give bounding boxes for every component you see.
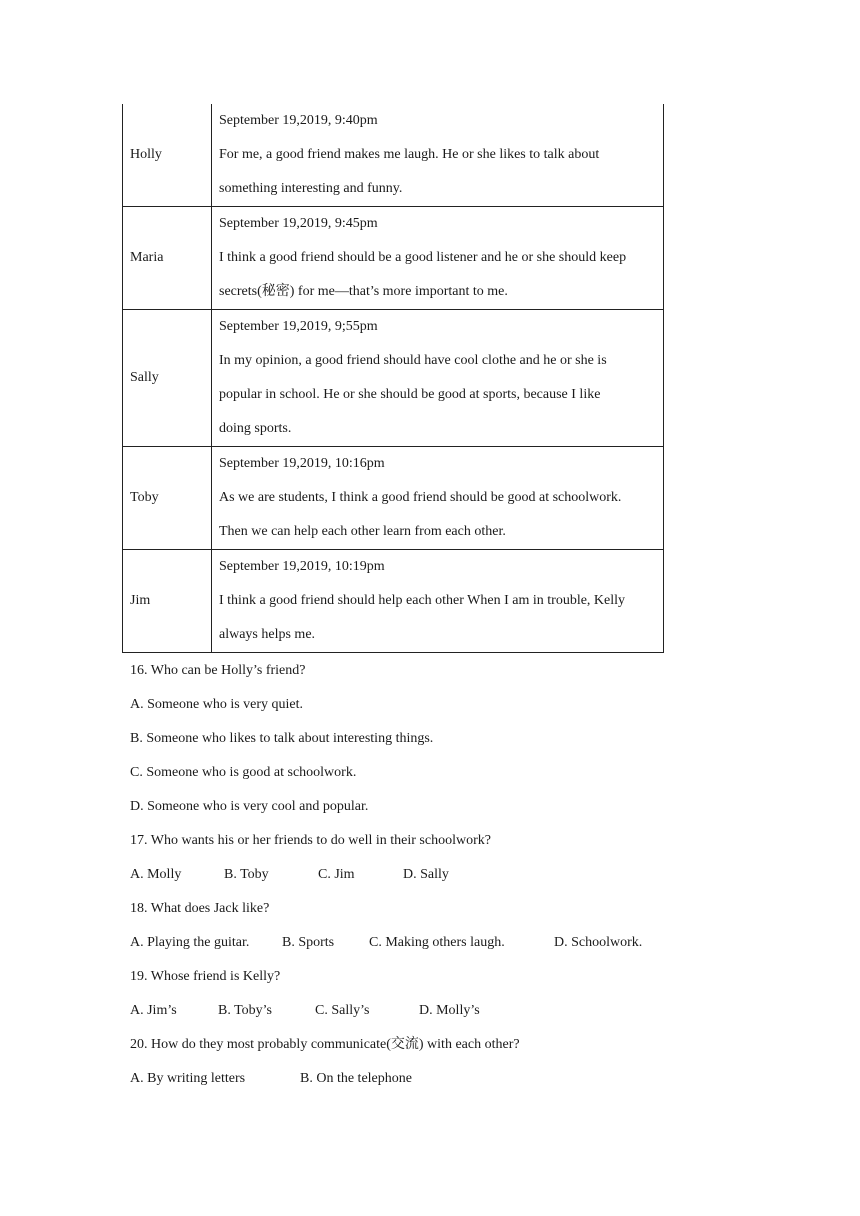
post-timestamp: September 19,2019, 10:19pm — [219, 559, 385, 574]
question-18: 18. What does Jack like? — [130, 901, 270, 916]
poster-name: Toby — [123, 447, 212, 550]
options-18 — [130, 926, 730, 960]
option-19-c: C. Sally’s — [315, 1003, 370, 1018]
question-19: 19. Whose friend is Kelly? — [130, 969, 281, 984]
post-timestamp: September 19,2019, 9:40pm — [219, 113, 378, 128]
poster-name: Sally — [123, 310, 212, 447]
post-timestamp: September 19,2019, 10:16pm — [219, 456, 385, 471]
post-text-line: For me, a good friend makes me laugh. He or she likes to talk about — [219, 147, 600, 162]
post-text-line: doing sports. — [219, 421, 292, 436]
poster-name: Holly — [123, 104, 212, 207]
option-18-b: B. Sports — [282, 935, 335, 950]
option-19-d: D. Molly’s — [419, 1003, 480, 1018]
table-row — [123, 104, 664, 207]
post-text-line: popular in school. He or she should be good at sports, because I like — [219, 387, 601, 402]
option-18-c: C. Making others laugh. — [369, 935, 505, 950]
question-20: 20. How do they most probably communicate(交流) with each other? — [130, 1037, 520, 1052]
poster-name: Jim — [123, 550, 212, 653]
post-text-line: secrets(秘密) for me—that’s more important to me. — [219, 284, 508, 299]
question-17: 17. Who wants his or her friends to do well in their schoolwork? — [130, 833, 491, 848]
post-content — [212, 207, 664, 310]
options-17 — [130, 858, 730, 892]
option-16-d: D. Someone who is very cool and popular. — [130, 799, 369, 814]
post-content — [212, 104, 664, 207]
post-text-line: always helps me. — [219, 627, 316, 642]
question-16: 16. Who can be Holly’s friend? — [130, 663, 306, 678]
poster-name: Maria — [123, 207, 212, 310]
option-19-a: A. Jim’s — [130, 1003, 177, 1018]
option-17-b: B. Toby — [224, 867, 269, 882]
forum-posts-table — [122, 104, 664, 653]
post-timestamp: September 19,2019, 9;55pm — [219, 319, 378, 334]
option-18-a: A. Playing the guitar. — [130, 935, 250, 950]
post-text-line: I think a good friend should be a good listener and he or she should keep — [219, 250, 627, 265]
options-20 — [130, 1062, 730, 1096]
option-19-b: B. Toby’s — [218, 1003, 272, 1018]
post-text-line: Then we can help each other learn from each other. — [219, 524, 506, 539]
post-text-line: I think a good friend should help each other When I am in trouble, Kelly — [219, 593, 626, 608]
table-row — [123, 447, 664, 550]
post-text-line: In my opinion, a good friend should have cool clothe and he or she is — [219, 353, 607, 368]
post-text-line: As we are students, I think a good friend should be good at schoolwork. — [219, 490, 622, 505]
option-20-a: A. By writing letters — [130, 1071, 246, 1086]
post-text-line: something interesting and funny. — [219, 181, 403, 196]
post-timestamp: September 19,2019, 9:45pm — [219, 216, 378, 231]
post-content — [212, 447, 664, 550]
option-17-c: C. Jim — [318, 867, 355, 882]
option-16-b: B. Someone who likes to talk about interesting things. — [130, 731, 434, 746]
table-row — [123, 207, 664, 310]
post-content — [212, 310, 664, 447]
option-17-a: A. Molly — [130, 867, 182, 882]
option-16-a: A. Someone who is very quiet. — [130, 697, 304, 712]
table-row — [123, 310, 664, 447]
option-16-c: C. Someone who is good at schoolwork. — [130, 765, 357, 780]
post-content — [212, 550, 664, 653]
question-list — [130, 654, 730, 1096]
option-18-d: D. Schoolwork. — [554, 935, 643, 950]
option-17-d: D. Sally — [403, 867, 449, 882]
table-row — [123, 550, 664, 653]
options-19 — [130, 994, 730, 1028]
option-20-b: B. On the telephone — [300, 1071, 412, 1086]
